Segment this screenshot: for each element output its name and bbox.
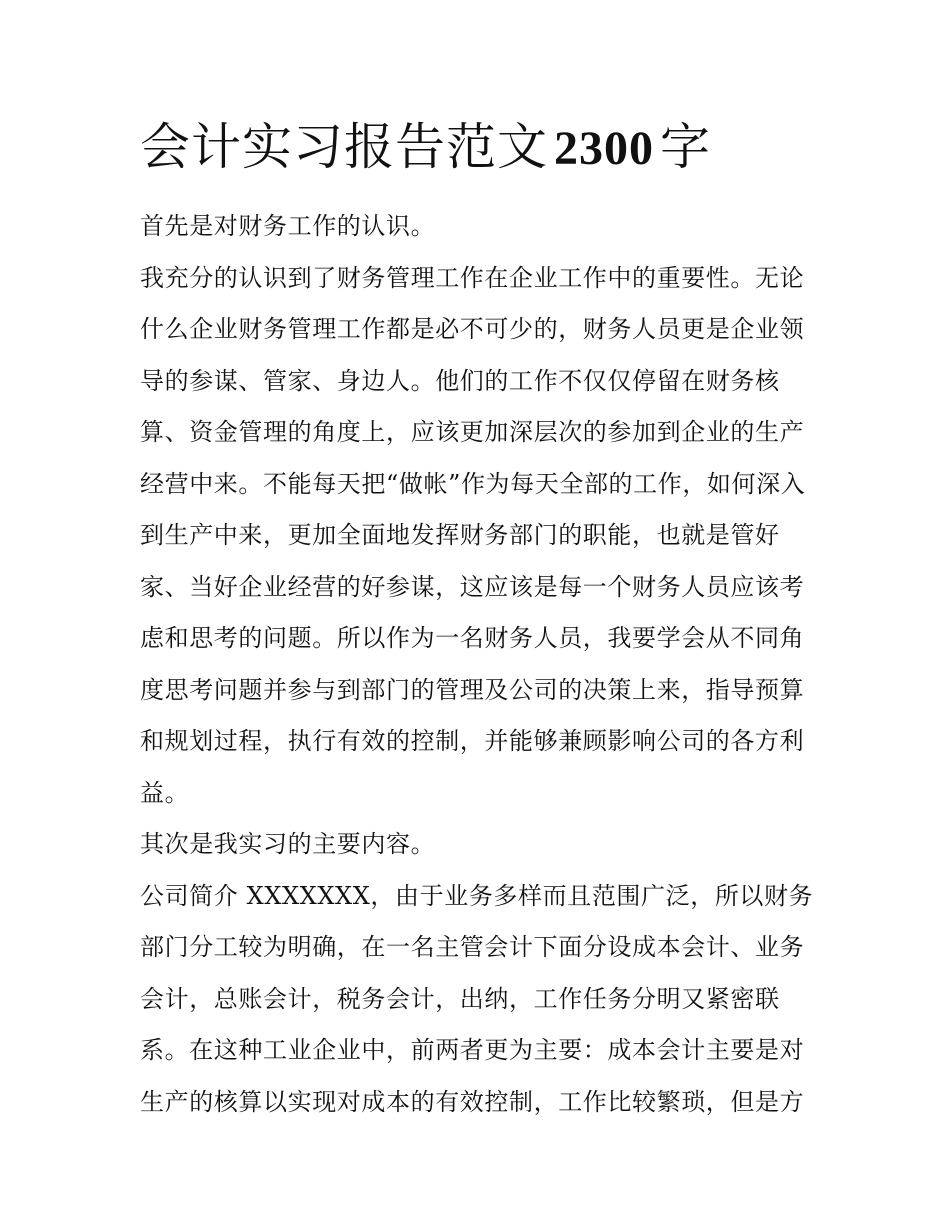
text-line: 生产的核算以实现对成本的有效控制，工作比较繁琐，但是方 (140, 1087, 805, 1116)
title-number: 2300 (554, 122, 654, 175)
title-suffix: 字 (660, 118, 711, 176)
document-title (140, 112, 815, 184)
text-line: 益。 (140, 778, 190, 807)
text-line: 家、当好企业经营的好参谋，这应该是每一个财务人员应该考 (140, 572, 805, 601)
document-body (140, 112, 815, 1128)
text-line: 和规划过程，执行有效的控制，并能够兼顾影响公司的各方利 (140, 727, 805, 755)
text-line: 虑和思考的问题。所以作为一名财务人员，我要学会从不同角 (140, 624, 805, 652)
text-line: 我充分的认识到了财务管理工作在企业工作中的重要性。无论 (140, 263, 805, 292)
text-line: 其次是我实习的主要内容。 (140, 830, 436, 858)
text-line: 系。在这种工业企业中，前两者更为主要：成本会计主要是对 (140, 1036, 805, 1064)
text-line: 经营中来。不能每天把“做帐”作为每天全部的工作，如何深入 (140, 469, 806, 498)
text-line: 度思考问题并参与到部门的管理及公司的决策上来，指导预算 (140, 675, 805, 704)
text-line: 首先是对财务工作的认识。 (140, 212, 436, 240)
text-line: 到生产中来，更加全面地发挥财务部门的职能，也就是管好 (140, 521, 780, 549)
text-line: 公司简介 XXXXXXX，由于业务多样而且范围广泛，所以财务 (140, 881, 814, 910)
text-line: 导的参谋、管家、身边人。他们的工作不仅仅停留在财务核 (140, 366, 780, 395)
title-text: 会计实习报告范文 (140, 118, 548, 176)
text-line: 会计，总账会计，税务会计，出纳，工作任务分明又紧密联 (140, 984, 780, 1013)
text-line: 部门分工较为明确，在一名主管会计下面分设成本会计、业务 (140, 933, 805, 961)
text-line: 算、资金管理的角度上，应该更加深层次的参加到企业的生产 (140, 418, 805, 446)
text-line: 什么企业财务管理工作都是必不可少的，财务人员更是企业领 (140, 315, 805, 343)
